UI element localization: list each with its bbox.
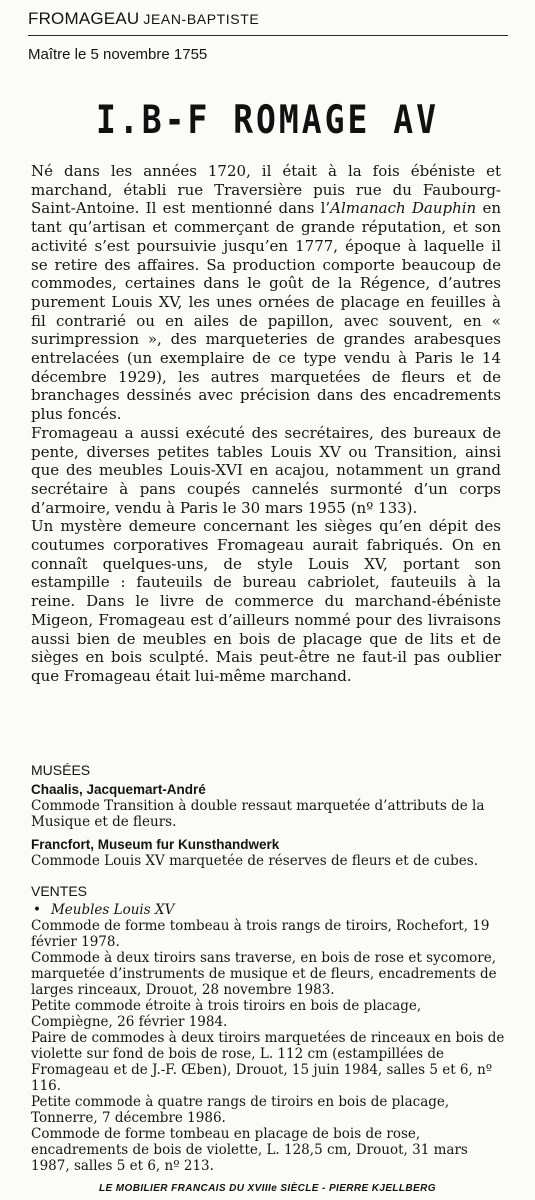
cabinetmaker-name bbox=[28, 8, 528, 30]
biography-paragraph: Né dans les années 1720, il était à la fois ébéniste et marchand, établi rue Traversière puis rue du Faubourg-Saint-Antoine. Il est mentionné dans l’Almanach Dauphin en tant qu’artisan et commerçant de grande réputation, et son activité s’est poursuivie jusqu’en 1777, époque à laquelle il se retire des affaires. Sa production comporte beaucoup de commodes, certaines dans le goût de la Régence, d’autres purement Louis XV, les unes ornées de placage en feuilles à fil contrarié ou en ailes de papillon, avec souvent, en « surimpression », des marqueteries de grandes arabesques entrelacées (un exemplaire de ce type vendu à Paris le 14 décembre 1929), les autres marquetées de fleurs et de branchages dessinés avec précision dans des encadrements plus foncés. bbox=[31, 162, 501, 424]
sales-category: • Meubles Louis XV bbox=[33, 902, 175, 918]
sale-entry: Petite commode étroite à trois tiroirs en bois de placage, Compiègne, 26 février 1984. bbox=[31, 998, 422, 1030]
sales-heading: VENTES bbox=[31, 883, 88, 899]
museums-section bbox=[31, 761, 506, 875]
sale-entry: Commode de forme tombeau à trois rangs de tiroirs, Rochefort, 19 février 1978. bbox=[31, 918, 490, 950]
museum-description: Commode Louis XV marquetée de réserves de fleurs et de cubes. bbox=[31, 853, 478, 869]
bullet-icon: • bbox=[33, 902, 41, 918]
biography bbox=[31, 162, 501, 686]
museum-description: Commode Transition à double ressaut marquetée d’attributs de la Musique et de fleurs. bbox=[31, 798, 485, 830]
master-date: Maître le 5 novembre 1755 bbox=[28, 46, 208, 63]
sale-entry: Petite commode à quatre rangs de tiroirs en bois de placage, Tonnerre, 7 décembre 1986. bbox=[31, 1094, 450, 1126]
biography-paragraph: Un mystère demeure concernant les sièges qu’en dépit des coutumes corporatives Fromageau aurait fabriqués. On en connaît quelques-uns, de style Louis XV, portant son estampille : fauteuils de bureau cabriolet, fauteuils à la reine. Dans le livre de commerce du marchand-ébéniste Migeon, Fromageau est d’ailleurs nommé pour des livraisons aussi bien de meubles en bois de placage que de lits et de sièges en bois sculpté. Mais peut-être ne faut-il pas oublier que Fromageau était lui-même marchand. bbox=[31, 517, 501, 685]
sale-entry: Commode de forme tombeau en placage de bois de rose, encadrements de bois de violette, L. 128,5 cm, Drouot, 31 mars 1987, salles 5 et 6, nº 213. bbox=[31, 1126, 468, 1174]
sale-entry: Commode à deux tiroirs sans traverse, en bois de rose et sycomore, marquetée d’instruments de musique et de fleurs, encadrements de larges rinceaux, Drouot, 28 novembre 1983. bbox=[31, 950, 497, 998]
estampille-mark: I.B-F ROMAGE AV bbox=[95, 96, 439, 143]
given-name: JEAN-BAPTISTE bbox=[143, 11, 260, 27]
family-name: FROMAGEAU bbox=[28, 9, 140, 28]
museum-name: Francfort, Museum fur Kunsthandwerk bbox=[31, 837, 280, 852]
book-source-footer: LE MOBILIER FRANCAIS DU XVIIIe SIÈCLE - PIERRE KJELLBERG bbox=[99, 1183, 436, 1194]
header-rule bbox=[28, 35, 508, 36]
entry-header bbox=[28, 8, 528, 63]
sales-section bbox=[31, 882, 506, 1174]
almanach-title: Almanach Dauphin bbox=[330, 199, 477, 218]
museum-name: Chaalis, Jacquemart-André bbox=[31, 782, 206, 797]
biography-paragraph: Fromageau a aussi exécuté des secrétaires, des bureaux de pente, diverses petites tables Louis XV ou Transition, ainsi que des meubles Louis-XVI en acajou, notamment un grand secrétaire à pans coupés cannelés surmonté d’un corps d’armoire, vendu à Paris le 30 mars 1955 (nº 133). bbox=[31, 423, 501, 517]
sale-entry: Paire de commodes à deux tiroirs marquetées de rinceaux en bois de violette sur fond de bois de rose, L. 112 cm (estampillées de Fromageau et de J.-F. Œben), Drouot, 15 juin 1984, salles 5 et 6, nº 116. bbox=[31, 1030, 505, 1094]
museums-heading: MUSÉES bbox=[31, 762, 91, 778]
